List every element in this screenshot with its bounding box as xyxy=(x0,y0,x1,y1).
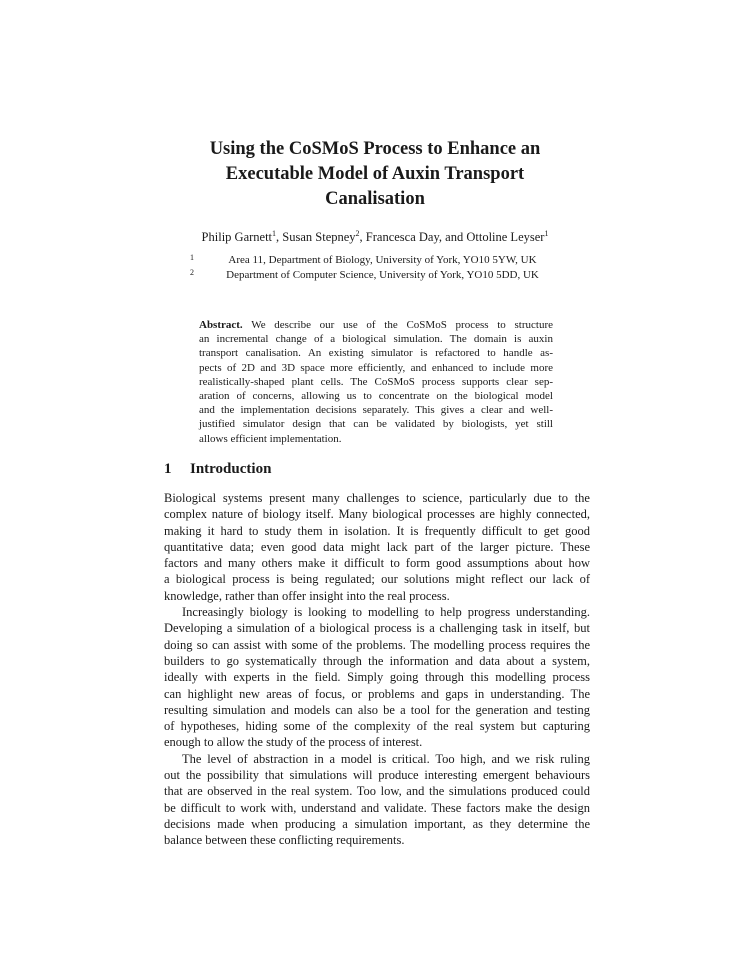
abstract-label: Abstract. xyxy=(199,319,243,331)
body-line: factors and many others make it difficult to form good assumptions about how xyxy=(164,556,590,571)
body-line: complex nature of biology itself. Many biological processes are highly connected, xyxy=(164,507,590,522)
body-line: ideally with experts in the field. Simply going through this modelling process xyxy=(164,670,590,685)
abstract-line xyxy=(199,318,553,332)
abstract-line: an incremental change of a biological simulation. The domain is auxin xyxy=(199,333,553,346)
title-line: Using the CoSMoS Process to Enhance an xyxy=(209,139,541,159)
section-number: 1 xyxy=(164,461,172,477)
body-line: Increasingly biology is looking to modelling to help progress understanding. xyxy=(182,605,590,620)
affiliation-number: 1 xyxy=(190,253,194,262)
abstract-line: aration of concerns, allowing us to concentrate on the biological model xyxy=(199,389,553,402)
abstract-line: transport canalisation. An existing simulator is refactored to handle as- xyxy=(199,347,553,360)
title-line: Canalisation xyxy=(325,189,425,209)
title-line: Executable Model of Auxin Transport xyxy=(225,164,525,184)
body-line: The level of abstraction in a model is critical. Too high, and we risk ruling xyxy=(182,751,590,766)
body-line: builders to go systematically through the information and data about a system, xyxy=(164,653,590,668)
body-line: balance between these conflicting requirements. xyxy=(164,833,405,848)
abstract-line: pects of 2D and 3D space more efficiently, and enhanced to include more xyxy=(199,361,553,374)
author-affil-mark: 1 xyxy=(272,229,277,238)
body-line: that are observed in the real system. Too low, and the simulations produced could xyxy=(164,784,590,799)
abstract-line: justified simulator design that can be validated by biologists, yet still xyxy=(199,418,553,431)
affiliation xyxy=(160,268,590,283)
body-line: doing so can assist with some of the problems. The modelling process requires the xyxy=(164,637,590,652)
abstract-line: realistically-shaped plant cells. The CoSMoS process supports clear sep- xyxy=(199,375,553,388)
affiliation-text: Department of Computer Science, University of York, YO10 5DD, UK xyxy=(226,269,539,281)
body-line: Biological systems present many challenges to science, particularly due to the xyxy=(164,491,590,505)
abstract-line: and the implementation decisions separately. This gives a clear and well- xyxy=(199,404,553,417)
author-affil-mark: 2 xyxy=(355,229,360,238)
body-line: making it hard to study them in isolation. It is frequently difficult to get good xyxy=(164,523,590,538)
body-line: decisions made when producing a simulation important, as they determine the xyxy=(164,816,590,831)
author-separator: , xyxy=(359,230,366,244)
author-name: Ottoline Leyser xyxy=(466,230,545,244)
author-name: Francesca Day xyxy=(365,230,439,244)
body-line: Developing a simulation of a biological process is a challenging task in itself, but xyxy=(164,621,590,636)
body-line: out the possibility that simulations will produce interesting emergent behaviours xyxy=(164,768,590,783)
body-line: be difficult to work with, understand and validate. These factors make the design xyxy=(164,800,590,815)
section-title: Introduction xyxy=(190,461,272,477)
affiliation xyxy=(160,253,590,268)
abstract xyxy=(199,318,553,446)
body-line: resulting simulation and models can also be a tool for the generation and testing xyxy=(164,702,590,717)
affiliations xyxy=(160,253,590,283)
abstract-text: We describe our use of the CoSMoS process to structure xyxy=(242,319,553,331)
body-line: a biological process is being regulated; our solutions might reflect our lack of xyxy=(164,572,590,587)
paper-title xyxy=(150,137,600,212)
section-heading xyxy=(164,461,271,478)
body-line: quantitative data; even good data might lack part of the larger picture. These xyxy=(164,539,590,554)
author-separator: , and xyxy=(438,230,467,244)
author-affil-mark: 1 xyxy=(544,229,549,238)
body-line: knowledge, rather than offer insight into the real process. xyxy=(164,588,450,603)
author-list xyxy=(100,229,650,245)
body-text xyxy=(164,490,590,849)
affiliation-text: Area 11, Department of Biology, University of York, YO10 5YW, UK xyxy=(228,254,537,266)
body-line: enough to allow the study of the process of interest. xyxy=(164,735,423,750)
body-line: of hypotheses, hiding some of the complexity of the real system but capturing xyxy=(164,719,590,734)
author-separator: , xyxy=(276,230,283,244)
affiliation-number: 2 xyxy=(190,268,194,277)
author-name: Philip Garnett xyxy=(201,230,273,244)
author-name: Susan Stepney xyxy=(282,230,356,244)
body-line: can highlight new areas of focus, or problems and gaps in understanding. The xyxy=(164,686,590,701)
abstract-line: allows efficient implementation. xyxy=(199,432,342,445)
